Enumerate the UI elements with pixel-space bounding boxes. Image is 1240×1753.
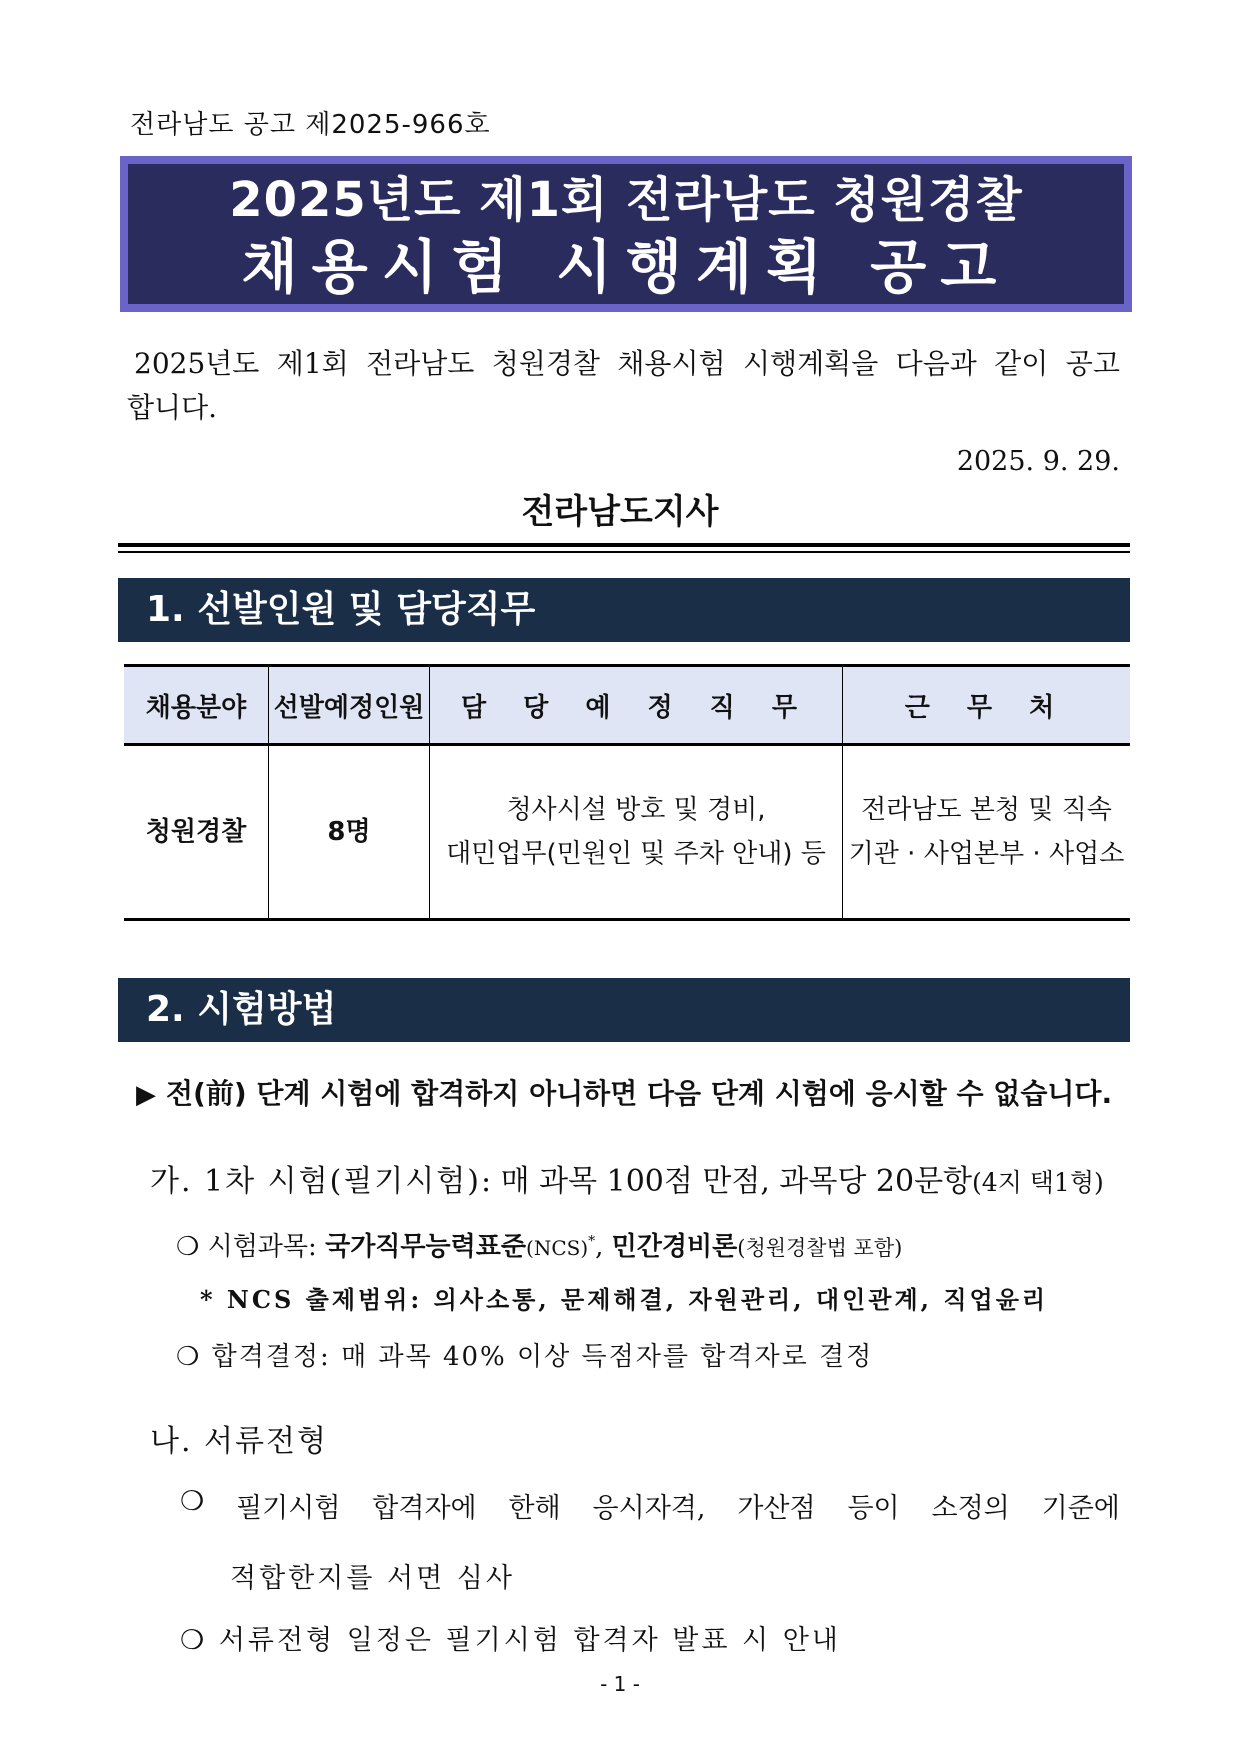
subject-ncs-abbr: (NCS) (526, 1236, 589, 1260)
triangle-right-icon: ▶ (136, 1080, 156, 1110)
written-exam-desc: : 매 과목 100점 만점, 과목당 20문항 (480, 1164, 973, 1199)
subject-ncs: 국가직무능력표준 (325, 1232, 527, 1262)
circle-bullet-icon: ❍ (176, 1342, 202, 1372)
document-screening-schedule-line (180, 1618, 841, 1657)
divider-rule-thin (118, 551, 1130, 553)
exam-subjects-line (176, 1226, 902, 1263)
word: 가산점 (737, 1493, 816, 1524)
word: 시행계획을 (743, 347, 879, 380)
intro-paragraph-line-1 (134, 342, 1120, 382)
circle-bullet-icon: ❍ (176, 1232, 200, 1262)
document-screening-line-2: 적합한지를 서면 심사 (230, 1563, 515, 1594)
issuer-name: 전라남도지사 (521, 492, 719, 532)
circle-bullet-icon: ❍ (180, 1486, 205, 1517)
table-header-row (124, 666, 1130, 745)
cell-workplace (843, 745, 1131, 920)
word: 채용시험 (617, 347, 726, 380)
written-exam-heading (150, 1156, 1104, 1200)
pass-criteria-text: 합격결정: 매 과목 40% 이상 득점자를 합격자로 결정 (211, 1342, 874, 1372)
header-workplace: 근 무 처 (843, 666, 1131, 745)
written-exam-desc-small: (4지 택1형) (972, 1168, 1104, 1197)
document-screening-heading: 나. 서류전형 (150, 1424, 328, 1459)
duty-line-1: 청사시설 방호 및 경비, (506, 795, 766, 825)
word: 기준에 (1041, 1493, 1120, 1524)
cell-planned-duty (430, 745, 843, 920)
workplace-line-1: 전라남도 본청 및 직속 (861, 795, 1112, 825)
title-line-2: 채용시험 시행계획 공고 (241, 233, 1011, 301)
pass-criteria-line (176, 1336, 873, 1373)
word: 다음과 (895, 347, 977, 380)
header-planned-duty: 담 당 예 정 직 무 (430, 666, 843, 745)
subject-ncs-footnote-mark: * (588, 1233, 596, 1250)
word: 제1회 (276, 347, 349, 380)
header-planned-count: 선발예정인원 (269, 666, 430, 745)
subject-separator: , (595, 1232, 612, 1262)
section-2-heading: 2. 시험방법 (118, 978, 1130, 1042)
word: 같이 (994, 347, 1049, 380)
section-1-heading: 1. 선발인원 및 담당직무 (118, 578, 1130, 642)
recruitment-table (124, 664, 1130, 921)
word: 한해 (508, 1493, 561, 1524)
workplace-line-2: 기관 · 사업본부 · 사업소 (848, 839, 1125, 869)
word: 필기시험 (236, 1493, 341, 1524)
word: 전라남도 (366, 347, 475, 380)
circle-bullet-icon: ❍ (180, 1625, 208, 1656)
notice-number: 전라남도 공고 제2025-966호 (130, 110, 491, 140)
title-line-1: 2025년도 제1회 전라남도 청원경찰 (229, 172, 1023, 228)
word: 공고 (1065, 347, 1120, 380)
word: 응시자격, (592, 1493, 706, 1524)
subjects-label: 시험과목: (207, 1232, 326, 1262)
intro-paragraph-line-2: 합니다. (127, 391, 218, 424)
title-banner-inner (128, 164, 1124, 304)
subject-private-security-note: (청원경찰법 포함) (737, 1236, 903, 1260)
written-exam-label: 가. 1차 시험(필기시험) (150, 1164, 481, 1199)
divider-rule-thick (118, 543, 1130, 547)
subject-private-security: 민간경비론 (611, 1232, 738, 1262)
exam-prerequisite-note (136, 1072, 1112, 1112)
notice-date: 2025. 9. 29. (956, 446, 1120, 477)
cell-recruit-field: 청원경찰 (124, 745, 269, 920)
word: 등이 (847, 1493, 900, 1524)
document-schedule-text: 서류전형 일정은 필기시험 합격자 발표 시 안내 (218, 1625, 841, 1656)
word: 2025년도 (134, 347, 260, 380)
word: 합격자에 (372, 1493, 477, 1524)
table-row (124, 745, 1130, 920)
page-number: - 1 - (600, 1672, 640, 1696)
word: 소정의 (931, 1493, 1010, 1524)
duty-line-2: 대민업무(민원인 및 주차 안내) 등 (446, 839, 826, 869)
exam-note-text: 전(前) 단계 시험에 합격하지 아니하면 다음 단계 시험에 응시할 수 없습니다. (166, 1077, 1113, 1110)
cell-planned-count: 8명 (269, 745, 430, 920)
document-screening-line-1 (180, 1486, 1120, 1525)
ncs-range-footnote: * NCS 출제범위: 의사소통, 문제해결, 자원관리, 대인관계, 직업윤리 (200, 1285, 1049, 1314)
word: 청원경찰 (491, 347, 600, 380)
title-banner (120, 156, 1132, 312)
header-recruit-field: 채용분야 (124, 666, 269, 745)
